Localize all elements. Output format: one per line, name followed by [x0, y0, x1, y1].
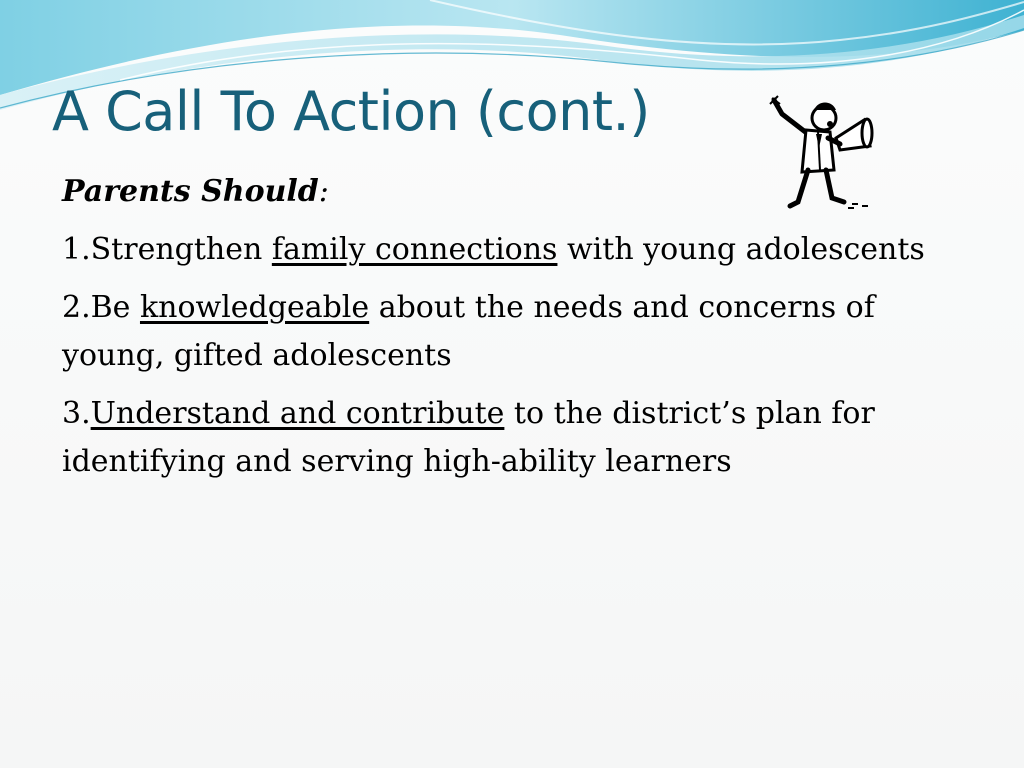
heading-text: Parents Should — [62, 174, 319, 209]
item-underlined-text: Understand and contribute — [90, 396, 505, 431]
slide-body — [62, 168, 942, 496]
item-text-before: Be — [90, 290, 140, 325]
item-text-after: about the needs and concerns of young, gifted adolescents — [62, 290, 875, 373]
list-item-3 — [62, 390, 942, 486]
item-text-before: Strengthen — [90, 232, 272, 267]
list-item-2 — [62, 284, 942, 380]
item-number: 3. — [62, 396, 91, 431]
item-underlined-text: family connections — [271, 232, 558, 267]
list-item-1 — [62, 226, 942, 274]
item-text-after: with young adolescents — [557, 232, 925, 267]
item-text-after: to the district’s plan for identifying and serving high-ability learners — [62, 396, 875, 479]
list-heading — [62, 168, 942, 216]
item-underlined-text: knowledgeable — [139, 290, 370, 325]
item-number: 1. — [62, 232, 91, 267]
heading-colon: : — [318, 174, 329, 209]
slide-title: A Call To Action (cont.) — [52, 80, 650, 143]
item-number: 2. — [62, 290, 91, 325]
